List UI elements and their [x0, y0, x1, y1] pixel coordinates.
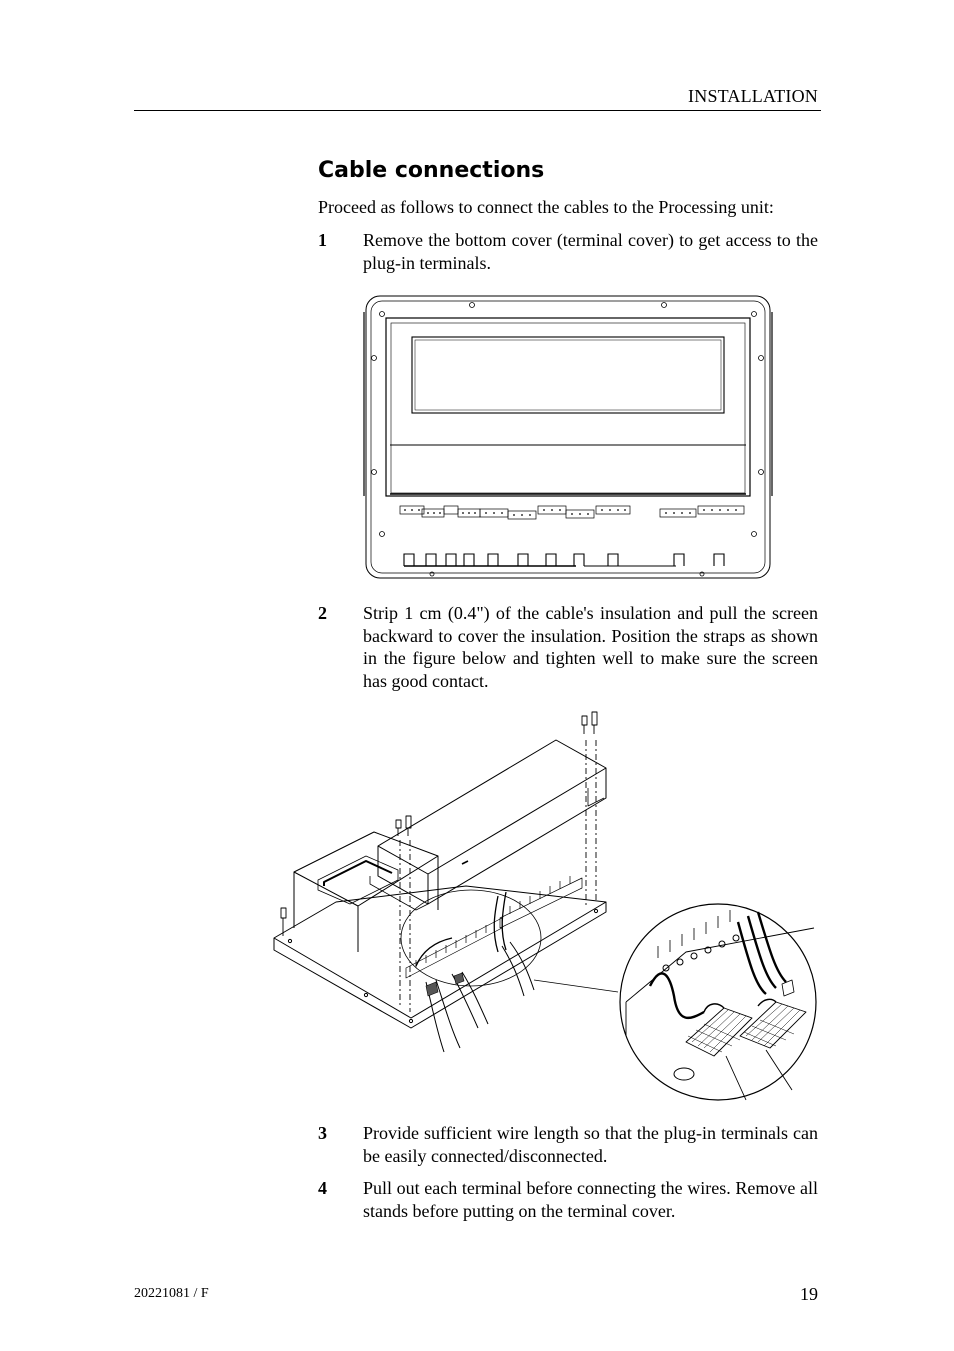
cable-glands: [404, 554, 724, 566]
step-text: Strip 1 cm (0.4") of the cable's insulation and pull the screen backward to cover the insulation. Position the straps as shown in the figure below and tighten well to make sure the screen has good contact.: [363, 603, 818, 691]
intro-paragraph: Proceed as follows to connect the cables to the Processing unit:: [318, 197, 774, 217]
step-3: [318, 1122, 818, 1167]
step-number: 3: [318, 1123, 327, 1143]
screws: [281, 712, 597, 936]
cable-strap-figure: [266, 706, 826, 1106]
alignment-lines: [400, 740, 596, 1012]
header-rule: [134, 110, 821, 111]
step-2: [318, 602, 818, 692]
section-title: Cable connections: [318, 158, 545, 183]
unit-outer-frame: [366, 296, 770, 578]
display-bezel-inner: [391, 323, 745, 493]
document-code: 20221081 / F: [134, 1286, 209, 1301]
cables: [416, 892, 534, 1052]
page-number: 19: [800, 1284, 818, 1304]
terminal-cover: [378, 740, 606, 904]
step-number: 4: [318, 1178, 327, 1198]
processing-unit-front-figure: [362, 292, 774, 582]
display-bezel: [386, 318, 750, 496]
base-plate-edge: [274, 902, 606, 1028]
step-text: Pull out each terminal before connecting the wires. Remove all stands before putting on the terminal cover.: [363, 1178, 818, 1221]
display-glass: [415, 340, 721, 410]
base-plate: [274, 886, 606, 1018]
corner-screws: [372, 303, 764, 577]
step-text: Provide sufficient wire length so that the plug-in terminals can be easily connected/disconnected.: [363, 1123, 818, 1166]
step-number: 2: [318, 603, 327, 623]
detail-leader-line: [534, 980, 618, 992]
magnified-strap-detail: [620, 904, 816, 1100]
running-header: INSTALLATION: [688, 86, 818, 106]
unit-inner-frame: [371, 301, 765, 573]
step-1: [318, 229, 818, 274]
step-4: [318, 1177, 818, 1222]
step-text: Remove the bottom cover (terminal cover) to get access to the plug-in terminals.: [363, 230, 818, 273]
display-window: [412, 337, 724, 413]
step-number: 1: [318, 230, 327, 250]
terminal-blocks: [400, 506, 744, 519]
